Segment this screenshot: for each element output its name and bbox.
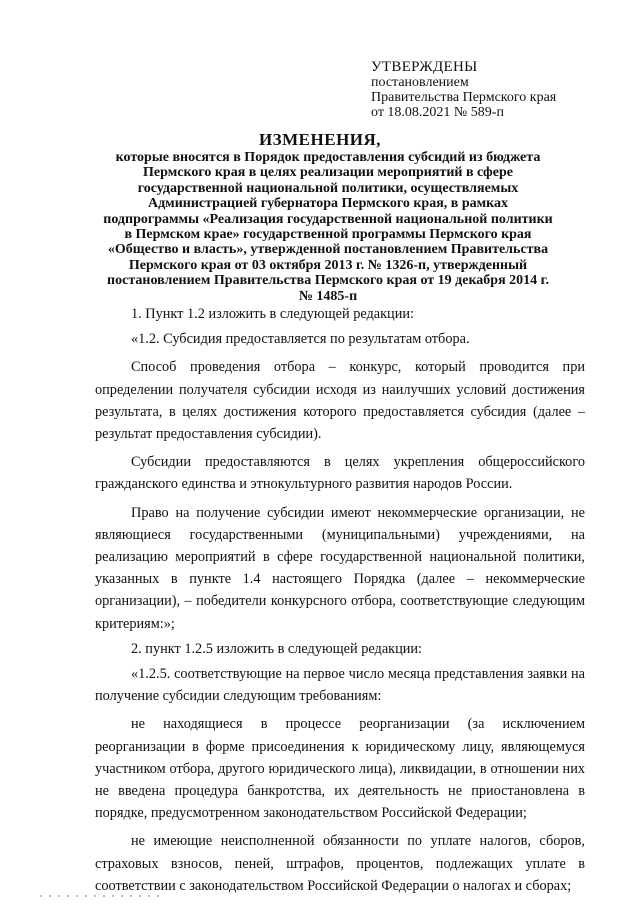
document-body bbox=[95, 303, 585, 897]
paragraph: 1. Пункт 1.2 изложить в следующей редакции: bbox=[131, 306, 414, 322]
approval-heading: УТВЕРЖДЕНЫ bbox=[371, 59, 478, 75]
subtitle-line: которые вносятся в Порядок предоставления субсидий из бюджета bbox=[115, 150, 541, 165]
subtitle-line: Администрацией губернатора Пермского края, в рамках bbox=[147, 196, 509, 212]
approval-line: от 18.08.2021 № 589-п bbox=[371, 105, 504, 120]
paragraph: не находящиеся в процессе реорганизации (за исключением реорганизации в форме присоединения к юридическому лицу, являющемуся участником отбора, другого юридического лица), ликвидации, в отношении них не введена процедура банкротства, их деятельность не приостановлена в порядке, предусмотренном законодательством Российской Федерации; bbox=[95, 716, 585, 822]
subtitle-line: «Общество и власть», утвержденной постановлением Правительства bbox=[107, 242, 549, 258]
subtitle-line: постановлением Правительства Пермского края от 19 декабря 2014 г. bbox=[107, 273, 549, 289]
paragraph: Способ проведения отбора – конкурс, который проводится при определении получателя субсидии исходя из наилучших условий достижения результата, в целях достижения которого предоставляется субсидия (далее – результат предоставления субсидии). bbox=[95, 359, 585, 443]
subtitle-line: № 1485-п bbox=[298, 288, 358, 304]
paragraph: 2. пункт 1.2.5 изложить в следующей редакции: bbox=[131, 640, 423, 657]
paragraph: «1.2.5. соответствующие на первое число месяца представления заявки на получение субсидии следующим требованиям: bbox=[95, 666, 585, 705]
document-subtitle bbox=[88, 150, 568, 304]
approval-line: Правительства Пермского края bbox=[371, 90, 557, 105]
paragraph: не имеющие неисполненной обязанности по уплате налогов, сборов, страховых взносов, пеней, штрафов, процентов, подлежащих уплате в соответствии с законодательством Российской Федерации о налогах и сборах; bbox=[95, 833, 585, 894]
paragraph: «1.2. Субсидия предоставляется по результатам отбора. bbox=[131, 331, 470, 348]
subtitle-line: подпрограммы «Реализация государственной национальной политики bbox=[103, 211, 553, 227]
paragraph: Право на получение субсидии имеют некоммерческие организации, не являющиеся государственными (муниципальными) учреждениями, на реализацию мероприятий в сфере государственной национальной политики, указанных в пункте 1.4 настоящего Порядка (далее – некоммерческие организации), – победители конкурсного отбора, соответствующие следующим критериям:»; bbox=[95, 504, 585, 632]
document-title: ИЗМЕНЕНИЯ, bbox=[258, 130, 382, 149]
scan-artifact bbox=[40, 895, 160, 897]
subtitle-line: государственной национальной политики, осуществляемых bbox=[137, 180, 519, 196]
subtitle-line: в Пермском крае» государственной программы Пермского края bbox=[124, 227, 532, 243]
subtitle-line: Пермского края от 03 октября 2013 г. № 1326-п, утвержденный bbox=[128, 257, 528, 273]
paragraph: Субсидии предоставляются в целях укрепления общероссийского гражданского единства и этнокультурного развития народов России. bbox=[95, 454, 585, 493]
approval-stamp bbox=[371, 60, 556, 120]
subtitle-line: Пермского края в целях реализации мероприятий в сфере bbox=[143, 165, 513, 181]
approval-line: постановлением bbox=[371, 75, 469, 90]
